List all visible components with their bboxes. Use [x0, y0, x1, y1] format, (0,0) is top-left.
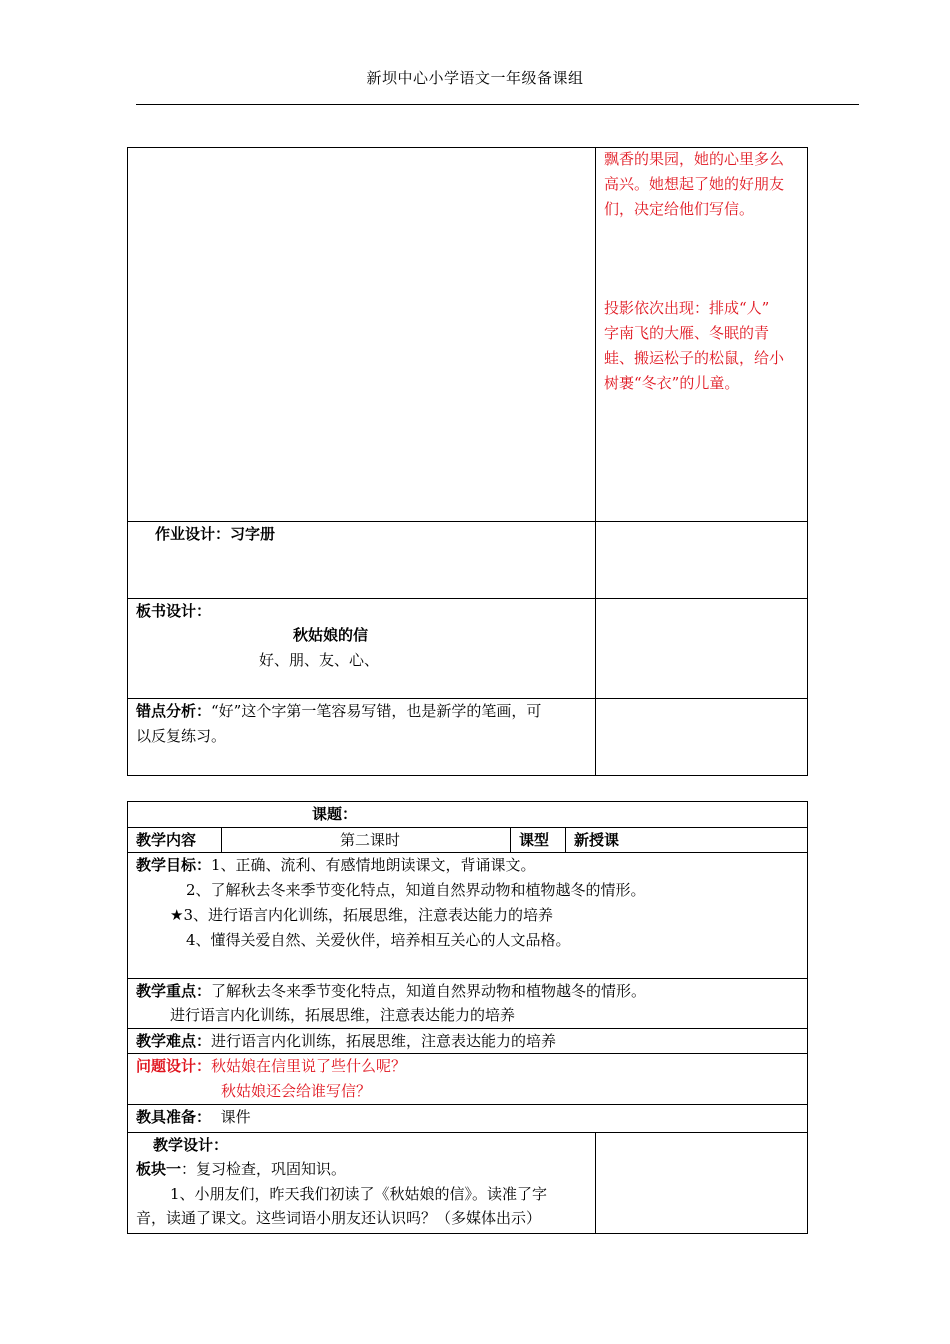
key-points-text: 了解秋去冬来季节变化特点，知道自然界动物和植物越冬的情形。: [211, 982, 647, 1000]
table2-column-divider: [565, 827, 566, 852]
table2-row-divider: [127, 827, 808, 828]
side-note-line: 高兴。她想起了她的好朋友: [604, 175, 785, 193]
block-one-label: 板块一: [136, 1160, 182, 1178]
error-analysis-text: “好”这个字第一笔容易写错，也是新学的笔画，可: [211, 702, 542, 720]
error-analysis-line: [136, 699, 541, 724]
topic-label: 课题：: [312, 805, 358, 823]
block-one-text: ：复习检查，巩固知识。: [181, 1160, 347, 1178]
board-design-label: 板书设计：: [136, 602, 212, 620]
tools-line: [136, 1105, 251, 1130]
board-design-chars: 好、朋、友、心、: [259, 651, 380, 669]
key-points-text: 进行语言内化训练，拓展思维，注意表达能力的培养: [170, 1006, 516, 1024]
difficulty-line: [136, 1029, 556, 1054]
side-note-line: 树裹“冬衣”的儿童。: [604, 374, 740, 392]
lesson-type-value: 新授课: [574, 831, 620, 849]
teaching-goal: 4、懂得关爱自然、关爱伙伴，培养相互关心的人文品格。: [186, 931, 571, 949]
teaching-content-label: 教学内容: [136, 831, 197, 849]
header-rule: [136, 104, 859, 105]
teaching-goals-label: 教学目标：: [136, 856, 212, 874]
tools-label: 教具准备：: [136, 1108, 212, 1126]
block-one-line: [136, 1157, 346, 1182]
table2-column-divider: [221, 827, 222, 852]
teaching-goal: 2、了解秋去冬来季节变化特点，知道自然界动物和植物越冬的情形。: [186, 881, 646, 899]
teaching-goal: 1、正确、流利、有感情地朗读课文，背诵课文。: [211, 856, 536, 874]
side-note-line: 投影依次出现：排成“人”: [604, 299, 770, 317]
tools-text: 课件: [220, 1108, 251, 1126]
teaching-goals-line: [136, 853, 536, 878]
table1-row-divider: [127, 598, 808, 599]
question-text: 秋姑娘在信里说了些什么呢？: [211, 1057, 407, 1075]
lesson-type-label: 课型: [519, 831, 550, 849]
table2-row-divider: [127, 1132, 808, 1133]
teaching-goal-starred: [170, 903, 553, 928]
difficulty-text: 进行语言内化训练，拓展思维，注意表达能力的培养: [211, 1032, 557, 1050]
key-points-line: [136, 979, 646, 1004]
teaching-goal: 3、进行语言内化训练，拓展思维，注意表达能力的培养: [183, 906, 553, 924]
question-design-line: [136, 1054, 406, 1079]
side-note-line: 飘香的果园，她的心里多么: [604, 150, 785, 168]
teaching-content-value: 第二课时: [340, 831, 401, 849]
step-text: 1、小朋友们，昨天我们初读了《秋姑娘的信》。读准了字: [170, 1185, 548, 1203]
table2-column-divider: [510, 827, 511, 852]
lesson-table-top: [127, 147, 808, 776]
step-text: 音，读通了课文。这些词语小朋友还认识吗？（多媒体出示）: [136, 1209, 542, 1227]
homework-design: 作业设计：习字册: [155, 525, 276, 543]
board-design-title: 秋姑娘的信: [293, 626, 369, 644]
difficulty-label: 教学难点：: [136, 1032, 212, 1050]
side-note-line: 们，决定给他们写信。: [604, 200, 755, 218]
side-note-line: 蛙、搬运松子的松鼠，给小: [604, 349, 785, 367]
table1-column-divider: [595, 147, 596, 776]
teaching-design-label: 教学设计：: [153, 1136, 229, 1154]
side-note-line: 字南飞的大雁、冬眠的青: [604, 324, 770, 342]
question-text: 秋姑娘还会给谁写信？: [221, 1082, 372, 1100]
key-points-label: 教学重点：: [136, 982, 212, 1000]
error-analysis-line: 以反复练习。: [136, 727, 227, 745]
page-header-title: 新坝中心小学语文一年级备课组: [366, 69, 584, 87]
error-analysis-label: 错点分析：: [136, 702, 212, 720]
star-icon: ★: [170, 906, 184, 924]
question-design-label: 问题设计：: [136, 1057, 212, 1075]
table2-column-divider: [595, 1132, 596, 1234]
